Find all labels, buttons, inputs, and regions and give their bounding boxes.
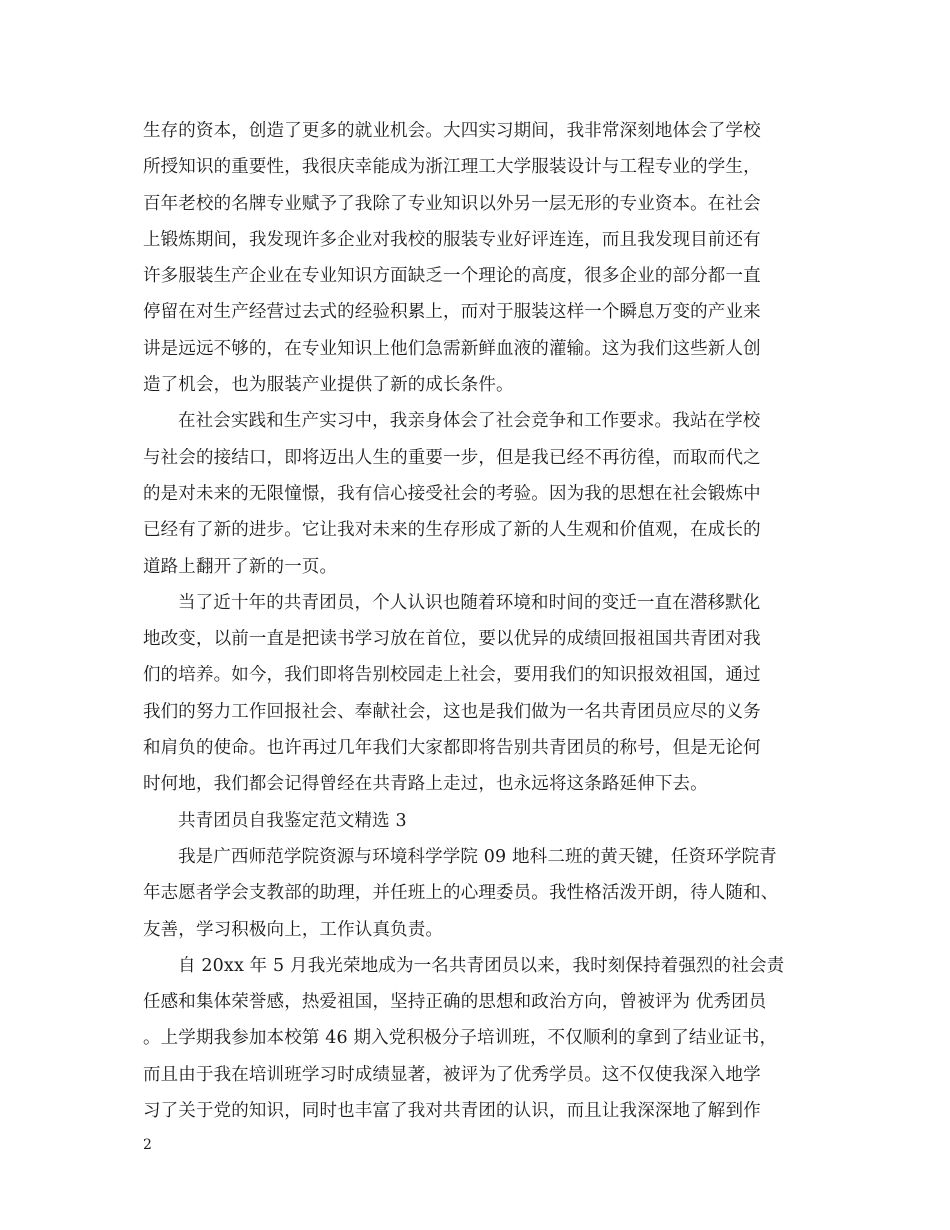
document-body bbox=[143, 113, 823, 1129]
text-line: 友善，学习积极向上，工作认真负责。 bbox=[143, 919, 444, 940]
text-line: 任感和集体荣誉感，热爱祖国，坚持正确的思想和政治方向，曾被评为 优秀团员 bbox=[143, 992, 767, 1013]
text-line: 所授知识的重要性，我很庆幸能成为浙江理工大学服装设计与工程专业的学生， bbox=[143, 157, 761, 178]
text-line: 我们的努力工作回报社会、奉献社会，这也是我们做为一名共青团员应尽的义务 bbox=[143, 701, 761, 722]
text-line: 讲是远远不够的，在专业知识上他们急需新鲜血液的灌输。这为我们这些新人创 bbox=[143, 338, 761, 359]
text-line: 共青团员自我鉴定范文精选 3 bbox=[178, 810, 407, 831]
text-line: 许多服装生产企业在专业知识方面缺乏一个理论的高度，很多企业的部分都一直 bbox=[143, 266, 761, 287]
text-line: 而且由于我在培训班学习时成绩显著，被评为了优秀学员。这不仅使我深入地学 bbox=[143, 1064, 761, 1085]
text-line: 在社会实践和生产实习中，我亲身体会了社会竞争和工作要求。我站在学校 bbox=[178, 411, 761, 432]
page-number: 2 bbox=[143, 1137, 152, 1153]
text-line: 停留在对生产经营过去式的经验积累上，而对于服装这样一个瞬息万变的产业来 bbox=[143, 302, 761, 323]
text-line: 习了关于党的知识，同时也丰富了我对共青团的认识，而且让我深深地了解到作 bbox=[143, 1101, 761, 1122]
text-line: 自 20xx 年 5 月我光荣地成为一名共青团员以来，我时刻保持着强烈的社会责 bbox=[178, 955, 785, 976]
text-line: 道路上翻开了新的一页。 bbox=[143, 556, 338, 577]
text-line: 的是对未来的无限憧憬，我有信心接受社会的考验。因为我的思想在社会锻炼中 bbox=[143, 483, 761, 504]
text-line: 们的培养。如今，我们即将告别校园走上社会，要用我们的知识报效祖国，通过 bbox=[143, 665, 761, 686]
text-line: 已经有了新的进步。它让我对未来的生存形成了新的人生观和价值观，在成长的 bbox=[143, 520, 761, 541]
text-line: 造了机会，也为服装产业提供了新的成长条件。 bbox=[143, 375, 514, 396]
text-line: 当了近十年的共青团员，个人认识也随着环境和时间的变迁一直在潜移默化 bbox=[178, 592, 761, 613]
text-line: 。上学期我参加本校第 46 期入党积极分子培训班，不仅顺利的拿到了结业证书， bbox=[143, 1028, 778, 1049]
text-line: 生存的资本，创造了更多的就业机会。大四实习期间，我非常深刻地体会了学校 bbox=[143, 121, 761, 141]
text-line: 百年老校的名牌专业赋予了我除了专业知识以外另一层无形的专业资本。在社会 bbox=[143, 193, 761, 214]
text-line: 与社会的接结口，即将迈出人生的重要一步，但是我已经不再彷徨，而取而代之 bbox=[143, 447, 761, 468]
text-line: 上锻炼期间，我发现许多企业对我校的服装专业好评连连，而且我发现目前还有 bbox=[143, 229, 761, 250]
text-line: 地改变，以前一直是把读书学习放在首位，要以优异的成绩回报祖国共青团对我 bbox=[143, 629, 761, 650]
text-line: 和肩负的使命。也许再过几年我们大家都即将告别共青团员的称号，但是无论何 bbox=[143, 738, 761, 759]
text-line: 年志愿者学会支教部的助理，并任班上的心理委员。我性格活泼开朗，待人随和、 bbox=[143, 883, 779, 904]
text-line: 我是广西师范学院资源与环境科学学院 09 地科二班的黄天键，任资环学院青 bbox=[178, 846, 777, 867]
text-line: 时何地，我们都会记得曾经在共青路上走过，也永远将这条路延伸下去。 bbox=[143, 774, 708, 795]
